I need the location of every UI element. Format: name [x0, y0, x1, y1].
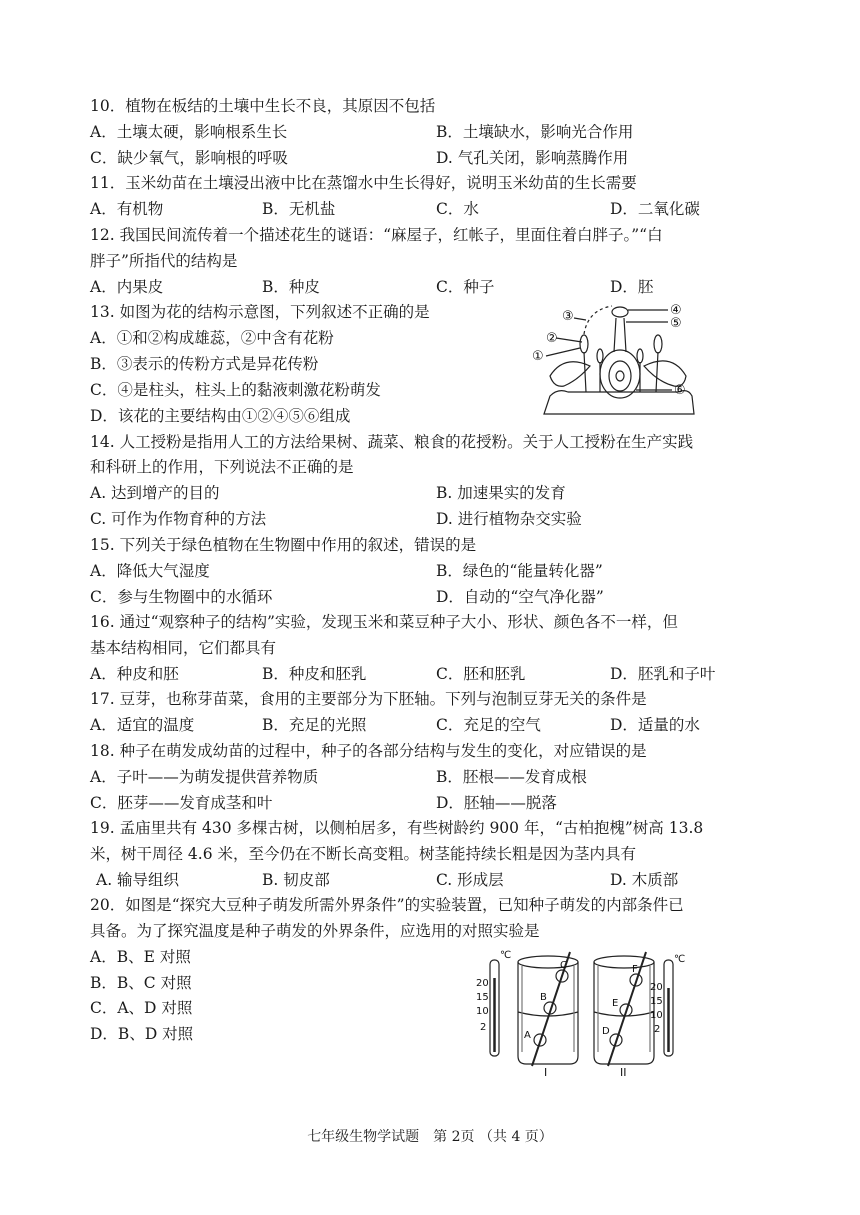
option-a: A．土壤太硬，影响根系生长	[90, 123, 288, 141]
option-d: D．二氧化碳	[610, 200, 700, 218]
option-d: D．胚轴——脱落	[436, 794, 557, 812]
option-d: D. 进行植物杂交实验	[436, 510, 582, 528]
option-b: B．胚根——发育成根	[436, 768, 587, 786]
seed-label-a: A	[524, 1030, 531, 1041]
option-b: B．种皮	[262, 278, 320, 296]
question-stem: 13. 如图为花的结构示意图，下列叙述不正确的是	[90, 303, 430, 321]
thermometer-right-tick-10: 10	[650, 1010, 663, 1021]
option-a: A．①和②构成雄蕊，②中含有花粉	[90, 329, 334, 347]
option-b: B．绿色的“能量转化器”	[436, 562, 603, 580]
option-d: D．胚乳和子叶	[610, 665, 716, 683]
question-stem-line-1: 16. 通过“观察种子的结构”实验，发现玉米和菜豆种子大小、形状、颜色各不一样，但	[90, 613, 678, 631]
option-b: B．③表示的传粉方式是异花传粉	[90, 355, 319, 373]
label-6: ⑥	[674, 383, 686, 398]
option-b: B. 加速果实的发育	[436, 484, 566, 502]
question-stem-line-1: 12. 我国民间流传着一个描述花生的谜语：“麻屋子，红帐子，里面住着白胖子。”“白	[90, 226, 663, 244]
option-d: D．胚	[610, 278, 654, 296]
option-c: C．参与生物圈中的水循环	[90, 588, 273, 606]
page-footer: 七年级生物学试题 第 2页 （共 4 页）	[307, 1129, 553, 1145]
seed-label-c: C	[560, 960, 567, 971]
option-b: B．种皮和胚乳	[262, 665, 367, 683]
thermometer-right-tick-2: 2	[654, 1024, 661, 1035]
seed-label-f: F	[632, 964, 638, 975]
option-b: B．无机盐	[262, 200, 336, 218]
option-c: C．缺少氧气，影响根的呼吸	[90, 149, 288, 167]
thermometer-right-unit: ℃	[674, 954, 686, 965]
thermometer-left-tick-15: 15	[476, 992, 489, 1003]
seed-label-b: B	[540, 992, 547, 1003]
beaker-label-ii: II	[620, 1066, 627, 1076]
thermometer-right-tick-20: 20	[650, 982, 663, 993]
option-d: D．适量的水	[610, 716, 700, 734]
question-stem-line-2: 具备。为了探究温度是种子萌发的外界条件，应选用的对照实验是	[90, 922, 540, 940]
option-c: C．胚和胚乳	[436, 665, 526, 683]
thermometer-left-unit: ℃	[500, 950, 512, 961]
option-b: B．B、C 对照	[90, 974, 192, 992]
option-a: A. 输导组织	[96, 871, 180, 889]
option-d: D．该花的主要结构由①②④⑤⑥组成	[90, 407, 351, 425]
beaker-label-i: I	[544, 1066, 548, 1076]
option-a: A．内果皮	[90, 278, 164, 296]
option-b: B．充足的光照	[262, 716, 367, 734]
option-c: C. 可作为作物育种的方法	[90, 510, 267, 528]
seed-germination-apparatus-diagram	[474, 948, 688, 1076]
option-c: C．水	[436, 200, 479, 218]
label-5: ⑤	[670, 316, 682, 331]
question-stem: 15. 下列关于绿色植物在生物圈中作用的叙述，错误的是	[90, 536, 477, 554]
question-stem-line-1: 20．如图是“探究大豆种子萌发所需外界条件”的实验装置，已知种子萌发的内部条件已	[90, 896, 684, 914]
seed-label-e: E	[612, 998, 619, 1009]
option-a: A．子叶——为萌发提供营养物质	[90, 768, 319, 786]
option-c: C. 形成层	[436, 871, 504, 889]
question-stem-line-2: 胖子”所指代的结构是	[90, 252, 238, 270]
option-c: C．胚芽——发育成茎和叶	[90, 794, 273, 812]
thermometer-left-tick-10: 10	[476, 1006, 489, 1017]
option-d: D．B、D 对照	[90, 1025, 194, 1043]
question-stem: 17. 豆芽，也称芽苗菜，食用的主要部分为下胚轴。下列与泡制豆芽无关的条件是	[90, 690, 647, 708]
option-a: A. 达到增产的目的	[90, 484, 220, 502]
question-stem-line-1: 19. 孟庙里共有 430 多棵古树，以侧柏居多，有些树龄约 900 年，“古柏抱槐”树高 13.8	[90, 819, 704, 837]
label-4: ④	[670, 303, 682, 318]
option-a: A．适宜的温度	[90, 716, 195, 734]
option-a: A．有机物	[90, 200, 164, 218]
flower-structure-diagram	[528, 296, 708, 420]
thermometer-left-tick-20: 20	[476, 978, 489, 989]
question-stem: 18. 种子在萌发成幼苗的过程中，种子的各部分结构与发生的变化，对应错误的是	[90, 742, 647, 760]
option-b: B. 韧皮部	[262, 871, 330, 889]
question-stem: 10．植物在板结的土壤中生长不良，其原因不包括	[90, 97, 436, 115]
label-2: ②	[546, 331, 558, 346]
option-d: D．自动的“空气净化器”	[436, 588, 604, 606]
option-c: C．A、D 对照	[90, 999, 193, 1017]
question-stem-line-2: 和科研上的作用，下列说法不正确的是	[90, 458, 354, 476]
question-stem-line-2: 基本结构相同，它们都具有	[90, 639, 277, 657]
seed-label-d: D	[602, 1026, 610, 1037]
label-1: ①	[532, 349, 544, 364]
label-3: ③	[562, 309, 574, 324]
thermometer-right-tick-15: 15	[650, 996, 663, 1007]
option-c: C．④是柱头，柱头上的黏液刺激花粉萌发	[90, 381, 381, 399]
question-stem-line-2: 米，树干周径 4.6 米，至今仍在不断长高变粗。树茎能持续长粗是因为茎内具有	[90, 845, 637, 863]
option-a: A．种皮和胚	[90, 665, 179, 683]
option-c: C．种子	[436, 278, 495, 296]
question-stem-line-1: 14. 人工授粉是指用人工的方法给果树、蔬菜、粮食的花授粉。关于人工授粉在生产实践	[90, 433, 694, 451]
option-a: A．降低大气湿度	[90, 562, 210, 580]
option-c: C．充足的空气	[436, 716, 541, 734]
option-b: B．土壤缺水，影响光合作用	[436, 123, 634, 141]
question-stem: 11．玉米幼苗在土壤浸出液中比在蒸馏水中生长得好，说明玉米幼苗的生长需要	[90, 174, 637, 192]
option-d: D. 气孔关闭，影响蒸腾作用	[436, 149, 629, 167]
thermometer-left-tick-2: 2	[480, 1022, 487, 1033]
option-d: D. 木质部	[610, 871, 679, 889]
option-a: A．B、E 对照	[90, 948, 191, 966]
